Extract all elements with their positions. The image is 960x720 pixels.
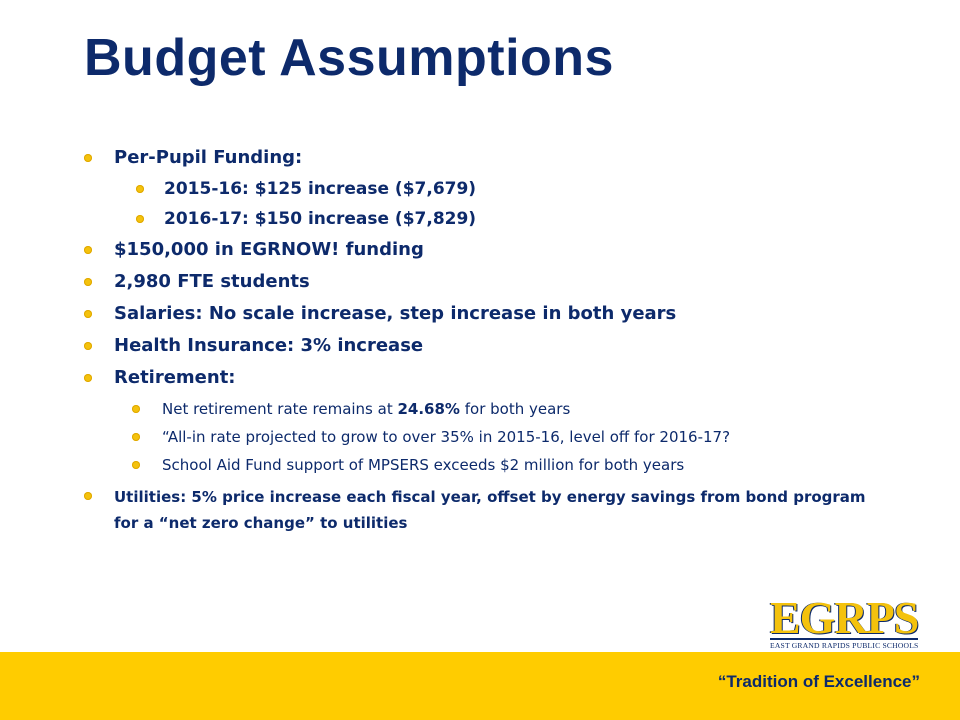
bullet-fte-students [82,266,872,298]
bullet-text: Utilities: 5% price increase each fiscal year, offset by energy savings from bond program for a “net zero change” to utilities [114,488,866,532]
bullet-dot-icon [84,154,92,162]
bullet-text: Retirement: [114,367,236,388]
bullet-dot-icon [84,278,92,286]
footer-tagline: “Tradition of Excellence” [717,672,920,691]
logo-wordmark: EGRPS [770,592,919,643]
bullet-text-pre: Net retirement rate remains at [162,400,398,418]
bullet-list [82,142,872,536]
bullet-egrnow-funding [82,234,872,266]
bullet-all-in-rate [82,424,872,450]
bullet-2016-17-funding [82,204,872,234]
bullet-2015-16-funding [82,174,872,204]
bullet-text: 2016-17: $150 increase ($7,829) [164,209,477,229]
bullet-dot-icon [136,185,144,193]
bullet-dot-icon [132,433,140,441]
bullet-retirement [82,362,872,394]
bullet-dot-icon [132,461,140,469]
bullet-net-retirement-rate [82,396,872,422]
bullet-dot-icon [84,492,92,500]
egrps-logo [770,592,922,650]
bullet-school-aid-fund [82,452,872,478]
bullet-dot-icon [84,310,92,318]
bullet-dot-icon [84,246,92,254]
bullet-text-bold: 24.68% [397,400,460,418]
bullet-text-post: for both years [459,400,571,418]
bullet-dot-icon [84,342,92,350]
bullet-salaries [82,298,872,330]
bullet-text: $150,000 in EGRNOW! funding [114,239,424,260]
bullet-text: Salaries: No scale increase, step increase in both years [114,303,677,324]
logo-subtitle: EAST GRAND RAPIDS PUBLIC SCHOOLS [770,641,919,650]
bullet-health-insurance [82,330,872,362]
bullet-dot-icon [136,215,144,223]
slide-title: Budget Assumptions [84,29,614,87]
bullet-dot-icon [84,374,92,382]
bullet-dot-icon [132,405,140,413]
bullet-utilities [82,484,872,536]
bullet-text: School Aid Fund support of MPSERS exceeds $2 million for both years [162,456,685,474]
bullet-text: 2,980 FTE students [114,271,310,292]
bullet-text: 2015-16: $125 increase ($7,679) [164,179,477,199]
bullet-text: Health Insurance: 3% increase [114,335,424,356]
bullet-per-pupil-funding [82,142,872,174]
bullet-text: “All-in rate projected to grow to over 35% in 2015-16, level off for 2016-17? [162,428,731,446]
bullet-text: Per-Pupil Funding: [114,147,303,168]
